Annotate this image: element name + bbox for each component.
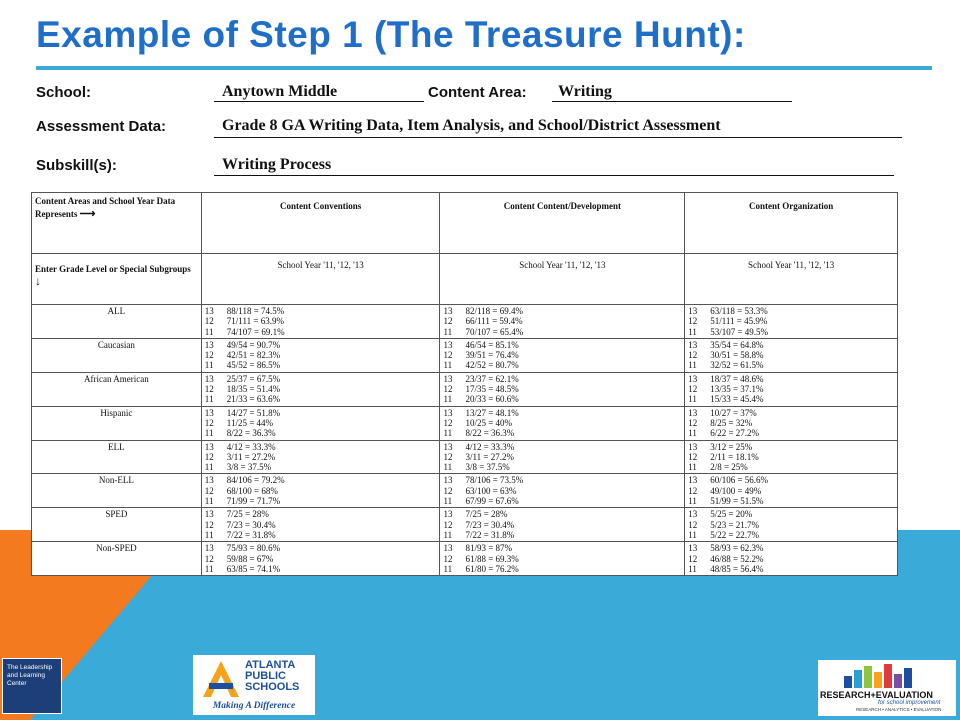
score-line — [205, 486, 440, 496]
year-value: 11 — [204, 394, 214, 405]
score-value: 58/93 = 62.3% — [710, 543, 764, 554]
score-line — [688, 496, 897, 506]
score-line — [688, 360, 897, 370]
score-line — [443, 564, 684, 574]
year-value: 11 — [688, 394, 697, 405]
score-line — [688, 316, 897, 326]
score-value: 78/106 = 73.5% — [465, 475, 524, 486]
corner-bottom-cell: Enter Grade Level or Special Subgroups ↓ — [32, 254, 202, 305]
year-value: 13 — [204, 475, 214, 486]
score-line — [205, 475, 440, 485]
table-body — [32, 305, 898, 576]
score-value: 3/8 = 37.5% — [465, 462, 510, 473]
arrow-right-icon: ⟶ — [79, 208, 96, 220]
year-value: 11 — [204, 496, 214, 507]
score-line — [688, 509, 897, 519]
year-value: 13 — [204, 543, 214, 554]
year-value: 12 — [688, 519, 698, 530]
year-value: 13 — [443, 441, 453, 452]
year-value: 11 — [688, 529, 697, 540]
score-line — [443, 530, 684, 540]
score-value: 15/33 = 45.4% — [710, 394, 764, 405]
score-cell — [685, 474, 898, 508]
score-value: 5/22 = 22.7% — [710, 529, 760, 540]
year-value: 13 — [443, 475, 453, 486]
research-evaluation-logo: RESEARCH+EVALUATION for school improvement RESEARCH • ANALYTICS • EVALUATION — [818, 660, 956, 716]
score-line — [688, 374, 897, 384]
score-line — [688, 462, 897, 472]
score-line — [443, 327, 684, 337]
year-value: 12 — [443, 316, 453, 327]
subgroup-label: ALL — [32, 305, 202, 339]
score-line — [688, 554, 897, 564]
score-value: 14/27 = 51.8% — [226, 407, 281, 418]
year-value: 13 — [204, 509, 214, 520]
score-value: 10/27 = 37% — [710, 407, 757, 418]
score-line — [443, 394, 684, 404]
year-value: 13 — [443, 509, 453, 520]
table-header-row — [32, 193, 898, 254]
score-value: 84/106 = 79.2% — [226, 475, 285, 486]
score-value: 2/11 = 18.1% — [710, 451, 759, 462]
score-line — [688, 520, 897, 530]
year-value: 12 — [204, 553, 214, 564]
score-value: 30/51 = 58.8% — [710, 350, 764, 361]
score-line — [205, 360, 440, 370]
year-value: 12 — [443, 384, 453, 395]
score-value: 70/107 = 65.4% — [465, 326, 524, 337]
year-value: 12 — [443, 350, 453, 361]
table-row — [32, 542, 898, 576]
assessment-label: Assessment Data: — [36, 118, 167, 135]
year-value: 13 — [204, 441, 214, 452]
score-value: 3/11 = 27.2% — [465, 451, 514, 462]
score-value: 3/12 = 25% — [710, 441, 753, 452]
subgroup-label: SPED — [32, 508, 202, 542]
score-value: 7/23 = 30.4% — [465, 519, 515, 530]
score-value: 4/12 = 33.3% — [226, 441, 276, 452]
content-area-label: Content Area: — [428, 84, 527, 101]
year-value: 11 — [688, 496, 697, 507]
score-value: 10/25 = 40% — [465, 417, 513, 428]
score-value: 48/85 = 56.4% — [710, 563, 764, 574]
score-value: 8/25 = 32% — [710, 417, 753, 428]
year-value: 12 — [204, 485, 214, 496]
score-line — [688, 340, 897, 350]
score-line — [443, 428, 684, 438]
score-value: 51/111 = 45.9% — [710, 316, 768, 327]
score-line — [688, 486, 897, 496]
score-line — [205, 554, 440, 564]
year-value: 13 — [688, 306, 698, 316]
assessment-underline — [214, 137, 902, 138]
score-line — [205, 384, 440, 394]
score-line — [205, 327, 440, 337]
atlanta-public-schools-logo: ATLANTA PUBLIC SCHOOLS Making A Difference — [193, 655, 315, 715]
score-value: 35/54 = 64.8% — [710, 339, 764, 350]
score-value: 61/80 = 76.2% — [465, 563, 519, 574]
year-value: 13 — [443, 407, 453, 418]
score-value: 42/51 = 82.3% — [226, 350, 281, 361]
table-row — [32, 372, 898, 406]
score-value: 25/37 = 67.5% — [226, 373, 281, 384]
score-value: 6/22 = 27.2% — [710, 428, 760, 439]
score-line — [688, 452, 897, 462]
score-value: 68/100 = 68% — [226, 485, 278, 496]
aps-a-icon — [201, 659, 241, 699]
score-value: 46/88 = 52.2% — [710, 553, 764, 564]
score-cell — [201, 406, 440, 440]
year-value: 13 — [204, 306, 214, 316]
score-line — [443, 374, 684, 384]
score-cell — [685, 440, 898, 474]
score-value: 7/25 = 28% — [465, 509, 508, 520]
year-value: 13 — [688, 509, 698, 520]
page-title: Example of Step 1 (The Treasure Hunt): — [36, 14, 746, 55]
subgroup-label: Non-ELL — [32, 474, 202, 508]
school-year-header: School Year '11, '12, '13 — [685, 254, 898, 305]
score-value: 8/22 = 36.3% — [226, 428, 276, 439]
score-value: 88/118 = 74.5% — [226, 306, 285, 316]
year-value: 11 — [204, 326, 214, 337]
content-area-underline — [552, 101, 792, 102]
score-line — [205, 428, 440, 438]
year-value: 11 — [204, 529, 214, 540]
score-value: 63/118 = 53.3% — [710, 306, 768, 316]
year-value: 12 — [688, 316, 698, 327]
assessment-value: Grade 8 GA Writing Data, Item Analysis, and School/District Assessment — [222, 117, 721, 134]
score-line — [688, 428, 897, 438]
score-cell — [201, 338, 440, 372]
year-value: 12 — [688, 451, 698, 462]
score-value: 18/35 = 51.4% — [226, 384, 281, 395]
score-value: 49/100 = 49% — [710, 485, 762, 496]
score-value: 45/52 = 86.5% — [226, 360, 281, 371]
score-cell — [440, 542, 685, 576]
score-line — [688, 442, 897, 452]
score-line — [688, 543, 897, 553]
table-row — [32, 338, 898, 372]
year-value: 11 — [443, 462, 453, 473]
table-row — [32, 474, 898, 508]
year-value: 12 — [688, 350, 698, 361]
year-value: 11 — [688, 563, 697, 574]
score-cell — [201, 305, 440, 339]
score-line — [443, 554, 684, 564]
score-cell — [685, 338, 898, 372]
score-line — [205, 509, 440, 519]
data-table — [31, 192, 898, 576]
score-value: 21/33 = 63.6% — [226, 394, 281, 405]
bar-graphic-icon — [844, 662, 934, 688]
score-cell — [440, 372, 685, 406]
school-value: Anytown Middle — [222, 83, 338, 100]
score-value: 7/25 = 28% — [226, 509, 269, 520]
score-line — [205, 543, 440, 553]
corner-top-cell: Content Areas and School Year Data Represents ⟶ — [32, 193, 202, 254]
score-cell — [201, 542, 440, 576]
title-underline — [36, 66, 932, 70]
subgroup-label: Caucasian — [32, 338, 202, 372]
score-cell — [440, 305, 685, 339]
score-value: 13/27 = 48.1% — [465, 407, 519, 418]
col-header-conventions: Content Conventions — [201, 193, 440, 254]
score-value: 75/93 = 80.6% — [226, 543, 281, 554]
score-value: 82/118 = 69.4% — [465, 306, 523, 316]
score-line — [205, 316, 440, 326]
year-value: 12 — [688, 384, 698, 395]
score-value: 61/88 = 69.3% — [465, 553, 519, 564]
score-line — [688, 306, 897, 316]
score-line — [688, 530, 897, 540]
score-value: 63/100 = 63% — [465, 485, 517, 496]
school-year-header: School Year '11, '12, '13 — [440, 254, 685, 305]
year-value: 12 — [443, 451, 453, 462]
score-line — [443, 360, 684, 370]
year-value: 12 — [204, 451, 214, 462]
score-value: 53/107 = 49.5% — [710, 326, 769, 337]
year-value: 12 — [443, 417, 453, 428]
score-value: 5/23 = 21.7% — [710, 519, 760, 530]
year-value: 12 — [443, 553, 453, 564]
year-value: 12 — [204, 384, 214, 395]
score-line — [688, 327, 897, 337]
year-value: 13 — [443, 339, 453, 350]
year-value: 11 — [688, 428, 697, 439]
score-value: 59/88 = 67% — [226, 553, 274, 564]
year-value: 11 — [443, 360, 453, 371]
year-value: 12 — [204, 417, 214, 428]
score-cell — [201, 508, 440, 542]
score-line — [205, 442, 440, 452]
score-value: 60/106 = 56.6% — [710, 475, 769, 486]
subgroup-label: Non-SPED — [32, 542, 202, 576]
year-value: 11 — [443, 563, 453, 574]
year-value: 11 — [443, 496, 453, 507]
year-value: 13 — [688, 339, 698, 350]
score-line — [443, 452, 684, 462]
score-value: 66/111 = 59.4% — [465, 316, 523, 327]
year-value: 13 — [204, 407, 214, 418]
score-line — [443, 408, 684, 418]
score-value: 11/25 = 44% — [226, 417, 274, 428]
score-line — [205, 520, 440, 530]
score-cell — [440, 406, 685, 440]
score-line — [443, 475, 684, 485]
score-line — [205, 408, 440, 418]
year-value: 11 — [443, 529, 453, 540]
year-value: 11 — [688, 360, 697, 371]
score-value: 7/22 = 31.8% — [465, 529, 515, 540]
score-line — [205, 462, 440, 472]
year-value: 13 — [204, 373, 214, 384]
score-line — [443, 509, 684, 519]
year-value: 12 — [688, 553, 698, 564]
subskill-underline — [214, 175, 894, 176]
subgroup-label: African American — [32, 372, 202, 406]
score-line — [443, 384, 684, 394]
score-line — [443, 340, 684, 350]
year-value: 11 — [443, 326, 453, 337]
year-value: 13 — [204, 339, 214, 350]
score-line — [205, 564, 440, 574]
year-value: 11 — [204, 360, 214, 371]
score-value: 5/25 = 20% — [710, 509, 753, 520]
score-line — [205, 374, 440, 384]
score-line — [688, 418, 897, 428]
score-value: 49/54 = 90.7% — [226, 339, 281, 350]
table-row — [32, 508, 898, 542]
score-cell — [440, 338, 685, 372]
score-cell — [685, 508, 898, 542]
year-value: 12 — [204, 519, 214, 530]
score-line — [205, 394, 440, 404]
year-value: 12 — [443, 519, 453, 530]
year-value: 12 — [688, 417, 698, 428]
score-value: 17/35 = 48.5% — [465, 384, 519, 395]
table-row — [32, 406, 898, 440]
year-value: 13 — [443, 543, 453, 554]
year-value: 12 — [443, 485, 453, 496]
score-line — [443, 418, 684, 428]
score-line — [688, 475, 897, 485]
score-line — [688, 408, 897, 418]
score-value: 18/37 = 48.6% — [710, 373, 764, 384]
score-value: 63/85 = 74.1% — [226, 563, 281, 574]
score-value: 74/107 = 69.1% — [226, 326, 285, 337]
year-value: 11 — [688, 462, 697, 473]
table-subheader-row — [32, 254, 898, 305]
year-value: 12 — [204, 350, 214, 361]
score-cell — [201, 372, 440, 406]
subgroup-label: Hispanic — [32, 406, 202, 440]
score-cell — [685, 372, 898, 406]
score-line — [443, 442, 684, 452]
score-line — [205, 306, 440, 316]
school-underline — [214, 101, 424, 102]
score-line — [443, 462, 684, 472]
score-cell — [201, 474, 440, 508]
content-area-value: Writing — [558, 83, 612, 100]
year-value: 12 — [688, 485, 698, 496]
score-line — [205, 350, 440, 360]
score-value: 81/93 = 87% — [465, 543, 513, 554]
year-value: 11 — [204, 462, 214, 473]
year-value: 11 — [443, 428, 453, 439]
school-year-header: School Year '11, '12, '13 — [201, 254, 440, 305]
subgroup-label: ELL — [32, 440, 202, 474]
score-cell — [440, 508, 685, 542]
score-value: 42/52 = 80.7% — [465, 360, 519, 371]
arrow-down-icon: ↓ — [35, 274, 41, 288]
score-line — [205, 530, 440, 540]
score-value: 51/99 = 51.5% — [710, 496, 764, 507]
score-line — [443, 486, 684, 496]
score-line — [688, 350, 897, 360]
score-line — [688, 564, 897, 574]
score-value: 3/11 = 27.2% — [226, 451, 276, 462]
score-value: 4/12 = 33.3% — [465, 441, 515, 452]
score-value: 39/51 = 76.4% — [465, 350, 519, 361]
score-cell — [685, 305, 898, 339]
year-value: 13 — [443, 373, 453, 384]
table-row — [32, 305, 898, 339]
score-value: 7/22 = 31.8% — [226, 529, 276, 540]
year-value: 11 — [204, 563, 214, 574]
school-label: School: — [36, 84, 91, 101]
year-value: 11 — [204, 428, 214, 439]
score-value: 8/22 = 36.3% — [465, 428, 515, 439]
score-cell — [685, 542, 898, 576]
score-line — [688, 384, 897, 394]
score-cell — [685, 406, 898, 440]
score-line — [688, 394, 897, 404]
score-line — [443, 316, 684, 326]
score-cell — [440, 440, 685, 474]
score-value: 13/35 = 37.1% — [710, 384, 764, 395]
score-value: 67/99 = 67.6% — [465, 496, 519, 507]
year-value: 13 — [688, 373, 698, 384]
leadership-learning-center-logo: The Leadership and Learning Center — [2, 658, 62, 714]
col-header-development: Content Content/Development — [440, 193, 685, 254]
score-value: 46/54 = 85.1% — [465, 339, 519, 350]
subskill-label: Subskill(s): — [36, 157, 117, 174]
score-line — [443, 520, 684, 530]
score-value: 71/111 = 63.9% — [226, 316, 284, 327]
year-value: 12 — [204, 316, 214, 327]
score-cell — [440, 474, 685, 508]
score-value: 32/52 = 61.5% — [710, 360, 764, 371]
score-cell — [201, 440, 440, 474]
score-line — [205, 452, 440, 462]
score-value: 71/99 = 71.7% — [226, 496, 281, 507]
score-line — [443, 306, 684, 316]
year-value: 13 — [443, 306, 453, 316]
year-value: 11 — [688, 326, 697, 337]
year-value: 13 — [688, 475, 698, 486]
score-value: 20/33 = 60.6% — [465, 394, 519, 405]
score-line — [443, 543, 684, 553]
score-value: 2/8 = 25% — [710, 462, 748, 473]
subskill-value: Writing Process — [222, 156, 332, 173]
score-value: 7/23 = 30.4% — [226, 519, 276, 530]
score-line — [205, 496, 440, 506]
score-line — [205, 418, 440, 428]
table-row — [32, 440, 898, 474]
year-value: 13 — [688, 441, 698, 452]
score-line — [205, 340, 440, 350]
year-value: 13 — [688, 543, 698, 554]
score-line — [443, 496, 684, 506]
score-value: 3/8 = 37.5% — [226, 462, 272, 473]
col-header-organization: Content Organization — [685, 193, 898, 254]
score-line — [443, 350, 684, 360]
score-value: 23/37 = 62.1% — [465, 373, 519, 384]
year-value: 13 — [688, 407, 698, 418]
year-value: 11 — [443, 394, 453, 405]
